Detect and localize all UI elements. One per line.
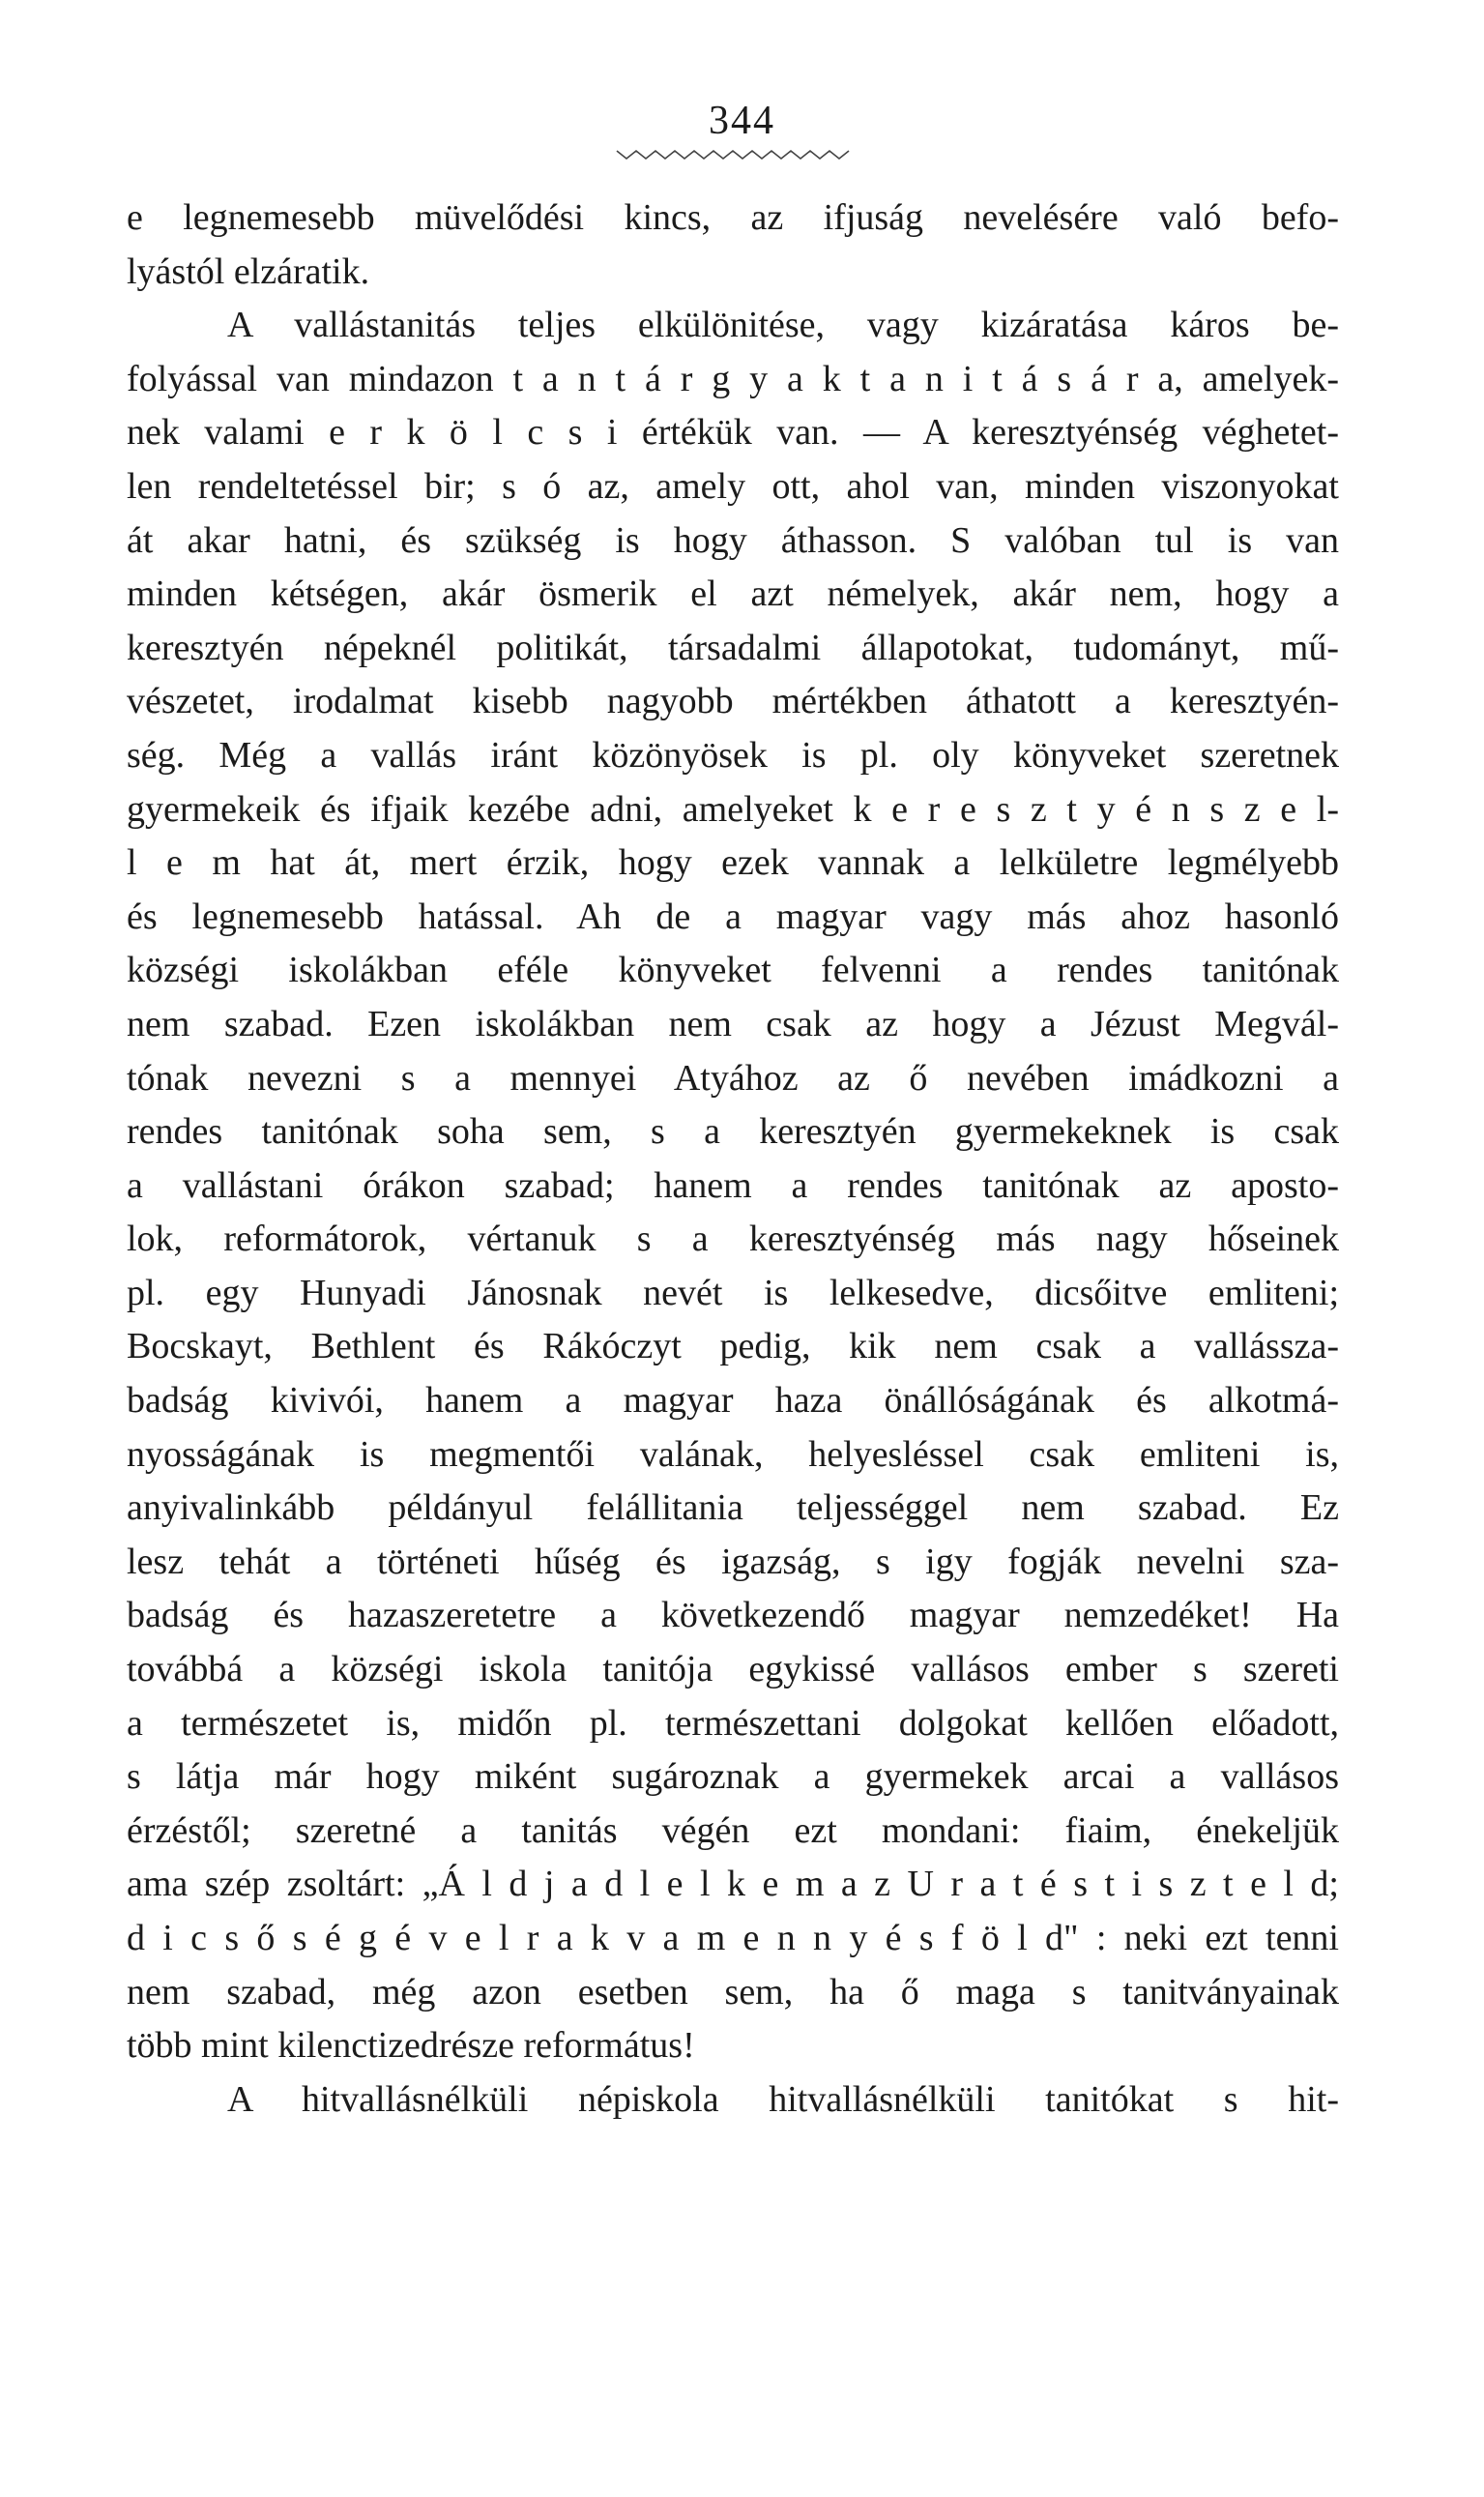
text-line: a természetet is, midőn pl. természettani dolgokat kellően előadott, [127,1702,1339,1744]
text-line: folyással van mindazon t a n t á r g y a k t a n i t á s á r a, amelyek- [127,358,1339,399]
text-line: nyosságának is megmentői valának, helyesléssel csak emliteni is, [127,1433,1339,1475]
text-line: több mint kilenctizedrésze református! [127,2025,695,2067]
text-line: ség. Még a vallás iránt közönyösek is pl. oly könyveket szeretnek [127,734,1339,776]
text-line: lesz tehát a történeti hűség és igazság, s igy fogják nevelni sza- [127,1541,1339,1582]
text-line: rendes tanitónak soha sem, s a keresztyén gyermekeknek is csak [127,1111,1339,1153]
text-line: át akar hatni, és szükség is hogy áthasson. S valóban tul is van [127,519,1339,561]
text-line: l e m hat át, mert érzik, hogy ezek vannak a lelkületre legmélyebb [127,842,1339,884]
text-line: e legnemesebb müvelődési kincs, az ifjuság nevelésére való befo- [127,197,1339,238]
text-line: nem szabad. Ezen iskolákban nem csak az hogy a Jézust Megvál- [127,1003,1339,1044]
text-line: tónak nevezni s a mennyei Atyához az ő nevében imádkozni a [127,1057,1339,1099]
text-line: s látja már hogy miként sugároznak a gyermekek arcai a vallásos [127,1756,1339,1798]
page-number-ornament [609,145,860,164]
text-line: pl. egy Hunyadi Jánosnak nevét is lelkesedve, dicsőitve emliteni; [127,1272,1339,1313]
text-line: minden kétségen, akár ösmerik el azt némelyek, akár nem, hogy a [127,573,1339,615]
text-line: községi iskolákban eféle könyveket felvenni a rendes tanitónak [127,950,1339,991]
text-line: Bocskayt, Bethlent és Rákóczyt pedig, kik nem csak a vallássza- [127,1326,1339,1367]
text-line: továbbá a községi iskola tanitója egykissé vallásos ember s szereti [127,1649,1339,1690]
text-line: d i c s ő s é g é v e l r a k v a m e n n y é s f ö l d" : neki ezt tenni [127,1918,1339,1958]
text-line: len rendeltetéssel bir; s ó az, amely ott, ahol van, minden viszonyokat [127,465,1339,507]
text-line: ama szép zsoltárt: „Á l d j a d l e l k e m a z U r a t é s t i s z t e l d; [127,1864,1339,1905]
text-line: vészetet, irodalmat kisebb nagyobb mértékben áthatott a keresztyén- [127,681,1339,722]
text-line: a vallástani órákon szabad; hanem a rendes tanitónak az aposto- [127,1164,1339,1206]
text-line: badság és hazaszeretetre a következendő magyar nemzedéket! Ha [127,1595,1339,1636]
text-line: nek valami e r k ö l c s i értékük van. — A keresztyénség véghetet- [127,412,1339,454]
text-line: és legnemesebb hatással. Ah de a magyar vagy más ahoz hasonló [127,896,1339,937]
text-line: lok, reformátorok, vértanuk s a keresztyénség más nagy hőseinek [127,1219,1339,1260]
text-line: nem szabad, még azon esetben sem, ha ő maga s tanitványainak [127,1971,1339,2012]
text-line: keresztyén népeknél politikát, társadalmi állapotokat, tudományt, mű- [127,627,1339,668]
text-line: badság kivivói, hanem a magyar haza önállóságának és alkotmá- [127,1380,1339,1422]
text-line: gyermekeik és ifjaik kezébe adni, amelyeket k e r e s z t y é n s z e l- [127,788,1339,830]
text-line: anyivalinkább példányul felállitania teljességgel nem szabad. Ez [127,1487,1339,1529]
page-number: 344 [709,99,775,143]
body-text [127,191,1339,2127]
text-line: lyástól elzáratik. [127,250,370,292]
text-line: A hitvallásnélküli népiskola hitvallásnélküli tanitókat s hit- [227,2078,1339,2120]
text-line: A vallástanitás teljes elkülönitése, vagy kizáratása káros be- [227,305,1339,346]
text-line: érzéstől; szeretné a tanitás végén ezt mondani: fiaim, énekeljük [127,1809,1339,1851]
